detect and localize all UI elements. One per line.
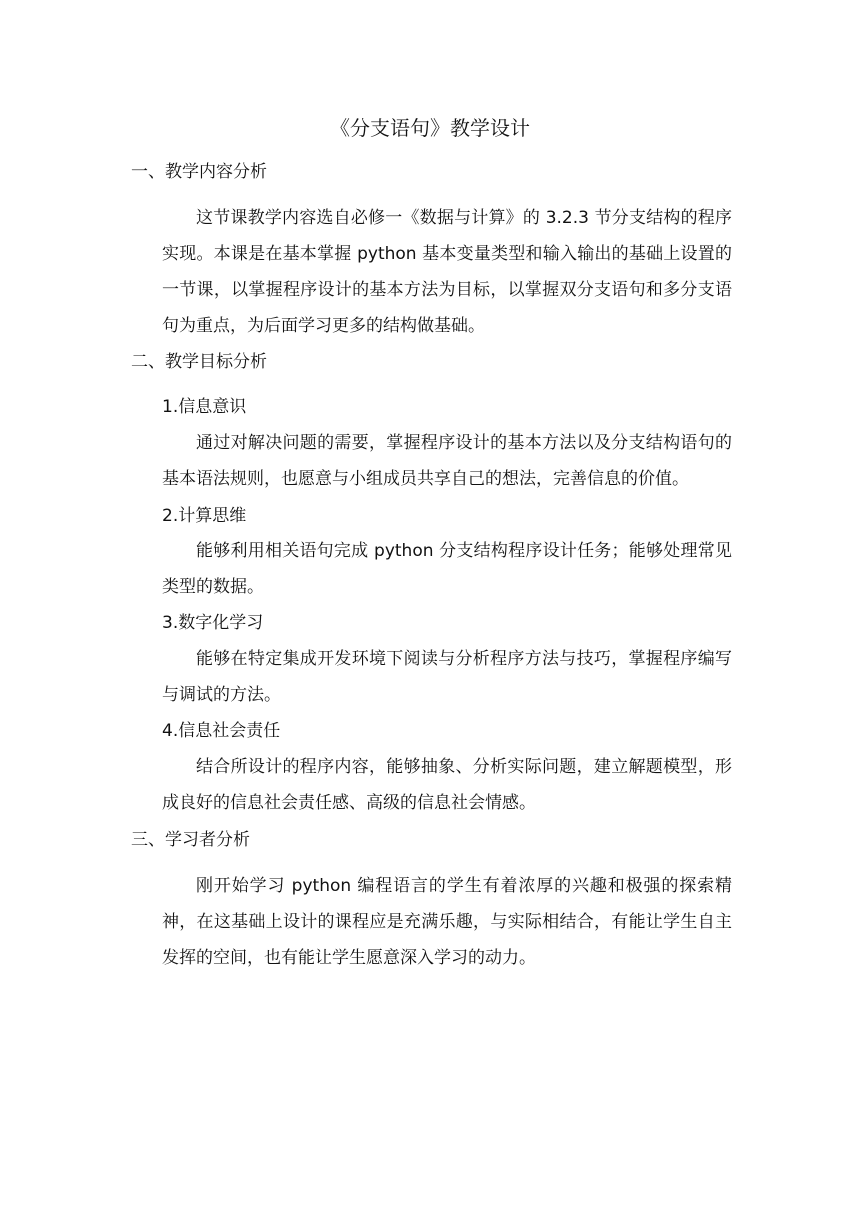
subheading-information-awareness: 1.信息意识 (162, 397, 247, 417)
paragraph-digital-learning: 能够在特定集成开发环境下阅读与分析程序方法与技巧，掌握程序编写与调试的方法。 (162, 649, 732, 705)
section-heading-objectives: 二、教学目标分析 (131, 352, 267, 372)
section-heading-content-analysis: 一、教学内容分析 (131, 162, 267, 182)
subheading-digital-learning: 3.数字化学习 (162, 613, 264, 633)
paragraph-computational-thinking: 能够利用相关语句完成 python 分支结构程序设计任务；能够处理常见类型的数据。 (162, 541, 732, 597)
paragraph-social-responsibility: 结合所设计的程序内容，能够抽象、分析实际问题，建立解题模型，形成良好的信息社会责任感、高级的信息社会情感。 (162, 757, 732, 813)
document-title: 《分支语句》教学设计 (330, 116, 530, 140)
paragraph-content-analysis: 这节课教学内容选自必修一《数据与计算》的 3.2.3 节分支结构的程序实现。本课是在基本掌握 python 基本变量类型和输入输出的基础上设置的一节课，以掌握程序设计的基本方法为目标，以掌握双分支语句和多分支语句为重点，为后面学习更多的结构做基础。 (162, 208, 732, 336)
subheading-social-responsibility: 4.信息社会责任 (162, 721, 281, 741)
subheading-computational-thinking: 2.计算思维 (162, 506, 247, 526)
paragraph-learner-analysis: 刚开始学习 python 编程语言的学生有着浓厚的兴趣和极强的探索精神，在这基础上设计的课程应是充满乐趣，与实际相结合，有能让学生自主发挥的空间，也有能让学生愿意深入学习的动力。 (162, 876, 732, 968)
paragraph-information-awareness: 通过对解决问题的需要，掌握程序设计的基本方法以及分支结构语句的基本语法规则，也愿意与小组成员共享自己的想法，完善信息的价值。 (162, 433, 732, 489)
section-heading-learner-analysis: 三、学习者分析 (131, 830, 250, 850)
